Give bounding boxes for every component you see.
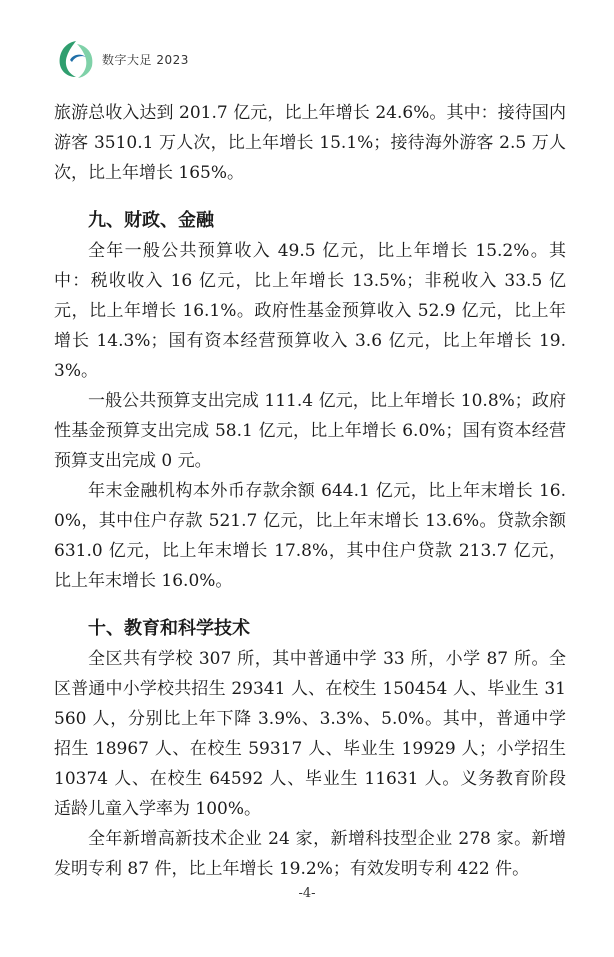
paragraph-tourism-revenue: 旅游总收入达到 201.7 亿元，比上年增长 24.6%。其中：接待国内游客 3510.1 万人次，比上年增长 15.1%；接待海外游客 2.5 万人次，比上年增长 165%。	[54, 103, 566, 183]
section-heading-finance: 九、财政、金融	[88, 210, 214, 231]
page-number: -4-	[298, 886, 316, 901]
paragraph-technology: 全年新增高新技术企业 24 家，新增科技型企业 278 家。新增发明专利 87 件，比上年增长 19.2%；有效发明专利 422 件。	[54, 829, 566, 879]
header-title: 数字大足 2023	[102, 52, 189, 67]
paragraph-budget-expenditure: 一般公共预算支出完成 111.4 亿元，比上年增长 10.8%；政府性基金预算支出完成 58.1 亿元，比上年增长 6.0%；国有资本经营预算支出完成 0 元。	[54, 391, 566, 471]
document-body	[54, 98, 566, 884]
paragraph-deposits-loans: 年末金融机构本外币存款余额 644.1 亿元，比上年末增长 16.0%，其中住户存款 521.7 亿元，比上年末增长 13.6%。贷款余额 631.0 亿元，比上年末增长 17.8%，其中住户贷款 213.7 亿元，比上年末增长 16.0%。	[54, 481, 566, 591]
paragraph-budget-revenue: 全年一般公共预算收入 49.5 亿元，比上年增长 15.2%。其中：税收收入 16 亿元，比上年增长 13.5%；非税收入 33.5 亿元，比上年增长 16.1%。政府性基金预算收入 52.9 亿元，比上年增长 14.3%；国有资本经营预算收入 3.6 亿元，比上年增长 19.3%。	[54, 241, 566, 381]
leaf-logo-icon	[56, 38, 96, 80]
paragraph-schools: 全区共有学校 307 所，其中普通中学 33 所，小学 87 所。全区普通中小学校共招生 29341 人、在校生 150454 人、毕业生 31560 人，分别比上年下降 3.9%、3.3%、5.0%。其中，普通中学招生 18967 人、在校生 59317 人、毕业生 19929 人；小学招生 10374 人、在校生 64592 人、毕业生 11631 人。义务教育阶段适龄儿童入学率为 100%。	[54, 649, 566, 819]
page-header	[56, 38, 189, 80]
section-heading-education: 十、教育和科学技术	[88, 618, 250, 639]
